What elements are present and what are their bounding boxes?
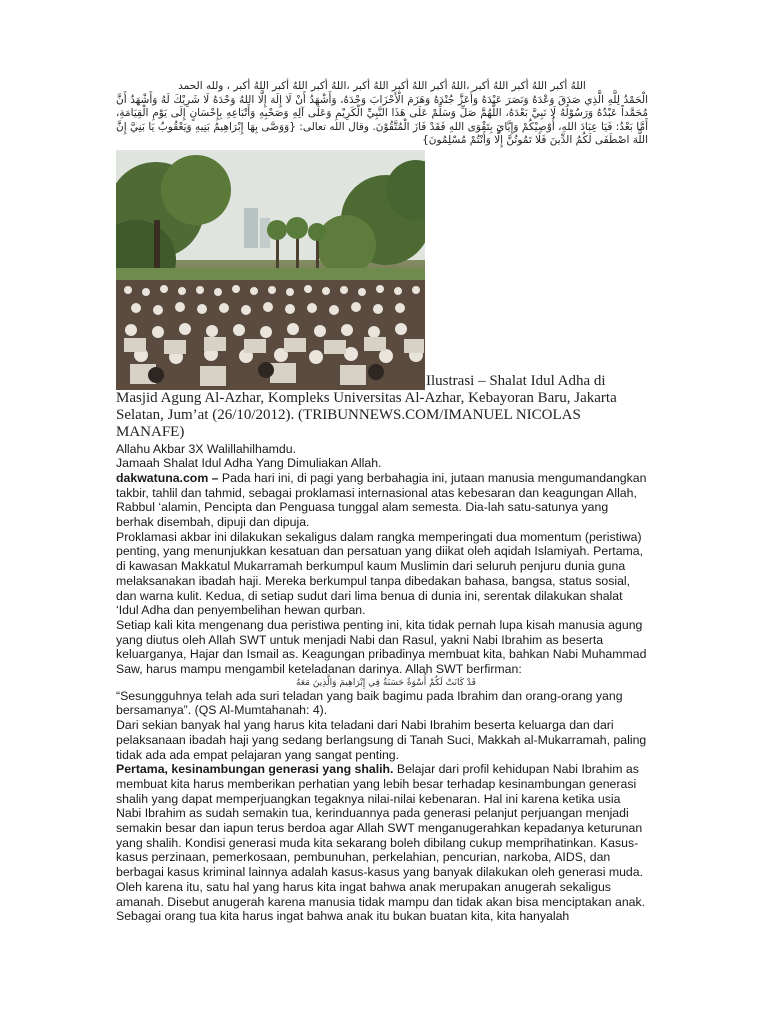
source-label: dakwatuna.com – (116, 470, 219, 485)
salutation: Jamaah Shalat Idul Adha Yang Dimuliakan Allah. (116, 456, 382, 471)
paragraph-5-text: Belajar dari profil kehidupan Nabi Ibrahim as membuat kita harus memberikan perhatian yang lebih besar terhadap kesinambungan generasi shalih yang dapat memperjuangkan tegaknya nilai-nilai kebenaran. Hal ini karena ketika usia Nabi Ibrahim as sudah semakin tua, kerinduannya pada generasi pelanjut perjuangan menjadi semakin besar dan iapun terus berdoa agar Allah SWT menganugerahkan kepadanya keturunan yang shalih. Kondisi generasi muda kita sekarang boleh dibilang cukup memprihatinkan. Kasus-kasus perzinaan, pemerkosaan, pembunuhan, perkelahian, pencurian, narkoba, AIDS, dan berbagai kasus kriminal lainnya adalah kasus-kasus yang banyak dilakukan oleh generasi muda. (116, 762, 644, 880)
verse-translation: “Sesungguhnya telah ada suri teladan yang baik bagimu pada Ibrahim dan orang-orang yang bersamanya”. (QS Al-Mumtahanah: 4). (116, 688, 623, 718)
paragraph-1 (116, 471, 648, 530)
paragraph-5 (116, 762, 648, 880)
khutbah-opening-arabic: الْحَمْدُ لِلَّهِ الَّذِي صَدَقَ وَعْدَهُ وَنَصَرَ عَبْدَهُ وَأَعَزَّ جُنْدَهُ وَهَزَمَ الْأَحْزَابَ وَحْدَهُ، وَأَشْهَدُ أَنْ لَا إِلَهَ إِلَّا اللهُ وَحْدَهُ لَا شَرِيْكَ لَهُ وَأَشْهَدُ أَنَّ مُحَمَّداً عَبْدُهُ وَرَسُوْلُهُ لَا نَبِيَّ بَعْدَهُ، اللَّهُمَّ صَلِّ وَسَلِّمْ عَلَى هَذَا النَّبِيِّ الْكَرِيْمِ وَعَلَى آلِهِ وَصَحْبِهِ وَأَتْبَاعِهِ بِإِحْسَانٍ إِلَى يَوْمِ الْقِيَامَةِ، أَمَّا بَعْدُ: فَيَا عِبَادَ اللهِ، أُوْصِيْكُمْ وَإِيَّايَ بِتَقْوَى اللهِ فَقَدْ فَازَ الْمُتَّقُوْنَ. وقال الله تعالى: {وَوَصَّى بِهَا إِبْرَاهِيمُ بَنِيهِ وَيَعْقُوبُ يَا بَنِيَّ إِنَّ اللَّهَ اصْطَفَى لَكُمُ الدِّينَ فَلَا تَمُوتُنَّ إِلَّا وَأَنْتُمْ مُسْلِمُونَ} (116, 93, 648, 146)
photo-caption: Ilustrasi – Shalat Idul Adha di Masjid Agung Al-Azhar, Kompleks Universitas Al-Azhar, Kebayoran Baru, Jakarta Selatan, Jum’at (26/10/2012). (TRIBUNNEWS.COM/IMANUEL NICOLAS MANAFE) (116, 372, 617, 440)
figure (116, 150, 648, 441)
paragraph-4: Dari sekian banyak hal yang harus kita teladani dari Nabi Ibrahim beserta keluarga dan dari pelaksanaan ibadah haji yang sedang berlangsung di Tanah Suci, Makkah al-Mukarramah, paling tidak ada ada empat pelajaran yang sangat penting. (116, 718, 647, 762)
paragraph-3: Setiap kali kita mengenang dua peristiwa penting ini, kita tidak pernah lupa kisah manusia agung yang diutus oleh Allah SWT untuk menjadi Nabi dan Rasul, yakni Nabi Ibrahim as beserta keluarganya, Hajar dan Ismail as. Keagungan pribadinya membuat kita, bahkan Nabi Muhammad Saw, harus mampu mengambil keteladanan darinya. Allah SWT berfirman: (116, 617, 647, 677)
eid-prayer-photo (116, 150, 425, 390)
paragraph-2: Proklamasi akbar ini dilakukan sekaligus dalam rangka memperingati dua momentum (peristiwa) penting, yang menunjukkan kesatuan dan persatuan yang diikat oleh aqidah Islamiyah. Pertama, di kawasan Makkatul Mukarramah berkumpul kaum Muslimin dari seluruh penjuru dunia guna melaksanakan ibadah haji. Mereka berkumpul tanpa dibedakan bahasa, bangsa, status sosial, dan warna kulit. Kedua, di setiap sudut dari lima benua di dunia ini, serentak dilakukan shalat ‘Idul Adha dan penyembelihan hewan qurban. (116, 529, 644, 618)
paragraph-6: Oleh karena itu, satu hal yang harus kita ingat bahwa anak merupakan anugerah sekaligus amanah. Disebut anugerah karena manusia tidak mampu dan tidak akan bisa menciptakan anak. Sebagai orang tua kita harus ingat bahwa anak itu bukan buatan kita, kita hanyalah (116, 879, 646, 924)
point-1-heading: Pertama, kesinambungan generasi yang shalih. (116, 762, 394, 777)
quran-verse-arabic: قَدْ كَانَتْ لَكُمْ أُسْوَةٌ حَسَنَةٌ فِي إِبْرَاهِيمَ وَالَّذِينَ مَعَهُ (296, 677, 476, 688)
takbir-arabic: اللهُ أكبر اللهُ أكبر اللهُ أكبر ،اللهُ أكبر اللهُ أكبر اللهُ أكبر ،اللهُ أكبر اللهُ أكبر اللهُ أكبر ، ولله الحمد (178, 80, 586, 92)
article-body (116, 442, 648, 925)
greeting: Allahu Akbar 3X Walillahilhamdu. (116, 441, 296, 456)
article-content (116, 80, 648, 924)
paragraph-1-text: Pada hari ini, di pagi yang berbahagia ini, jutaan manusia mengumandangkan takbir, tahlil dan tahmid, sebagai proklamasi internasional atas kebesaran dan keagungan Allah, Rabbul ‘alamin, Pencipta dan Penguasa tunggal alam semesta. Dia-lah satu-satunya yang berhak disembah, dipuji dan dipuja. (116, 470, 647, 530)
